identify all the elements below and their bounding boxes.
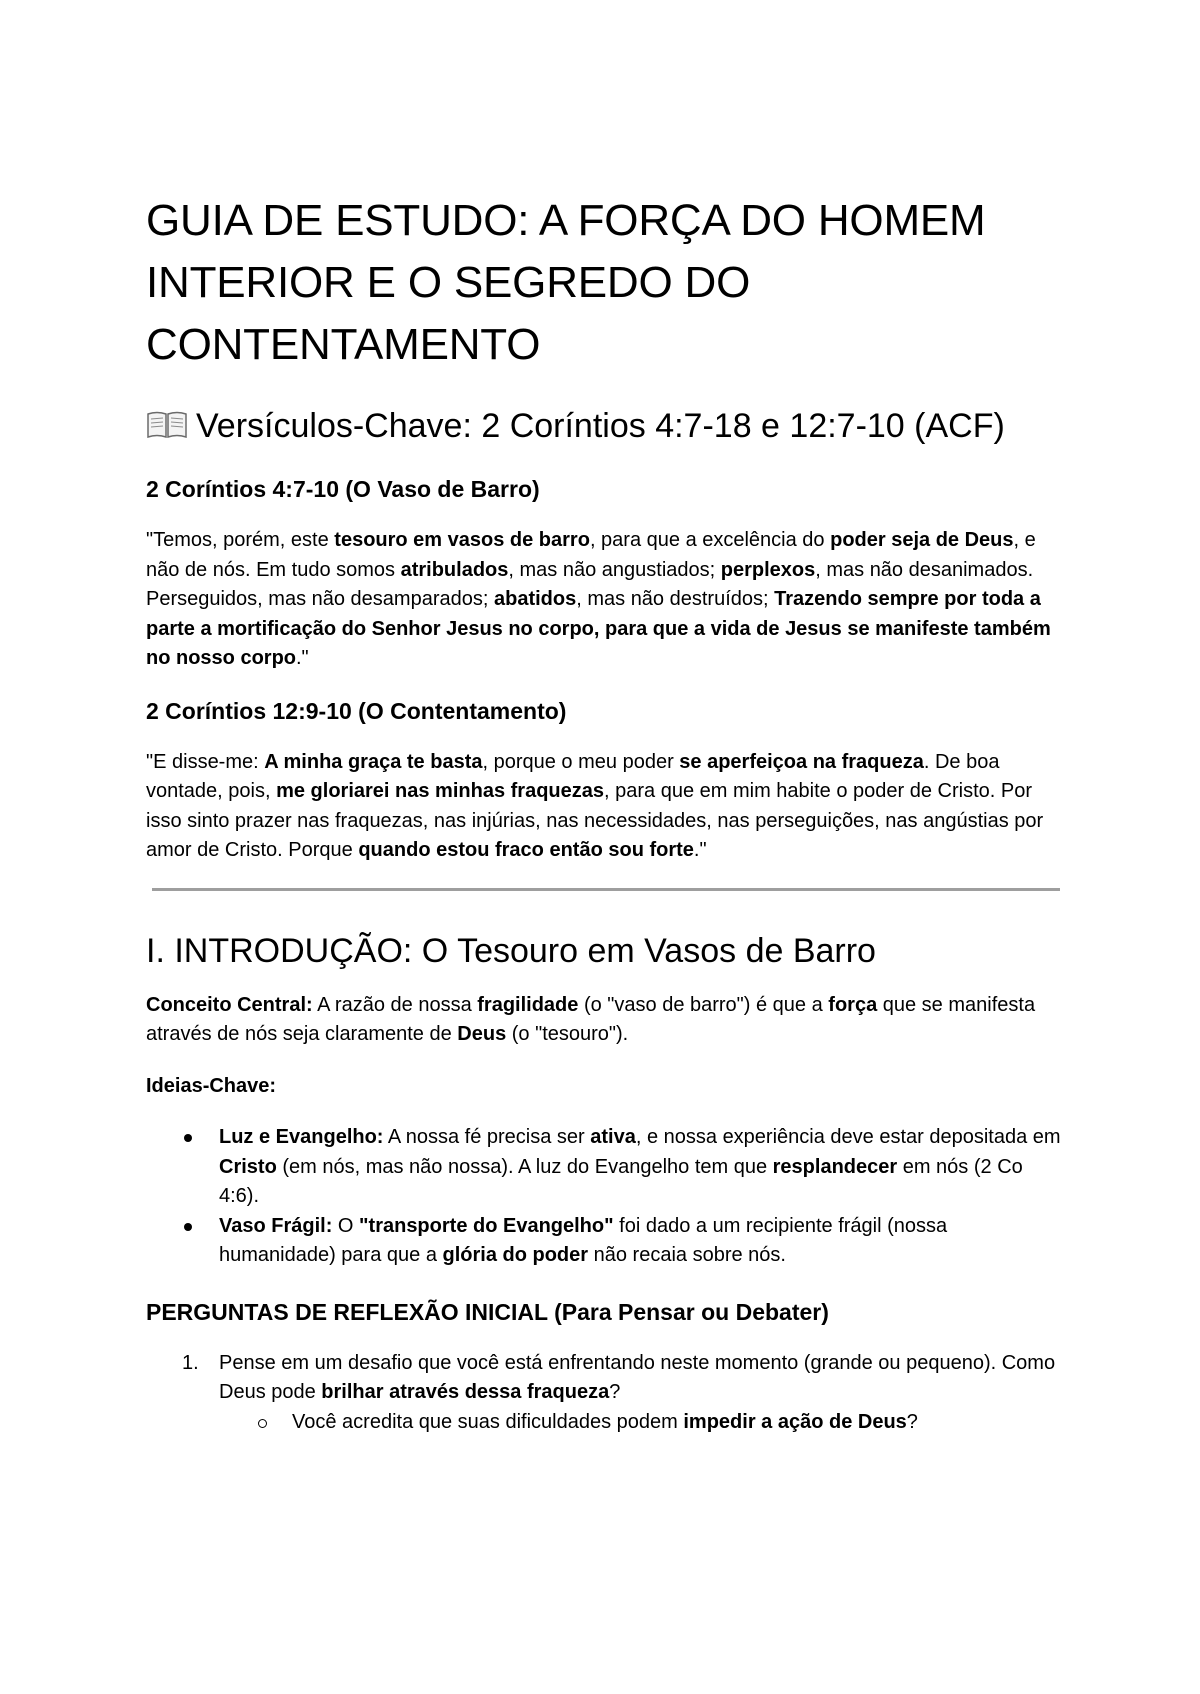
sub-question-item: Você acredita que suas dificuldades podem impedir a ação de Deus? xyxy=(146,1408,1066,1438)
passage1-text: "Temos, porém, este tesouro em vasos de barro, para que a excelência do poder seja de Deus, e não de nós. Em tudo somos atribulados, mas não angustiados; perplexos, mas não desanimados. Perseguidos, mas não desamparados; abatidos, mas não destruídos; Trazendo sempre por toda a parte a mortificação do Senhor Jesus no corpo, para que a vida de Jesus se manifeste também no nosso corpo." xyxy=(146,529,1051,669)
passage2-text: "E disse-me: A minha graça te basta, porque o meu poder se aperfeiçoa na fraqueza. De boa vontade, pois, me gloriarei nas minhas fraquezas, para que em mim habite o poder de Cristo. Por isso sinto prazer nas fraquezas, nas injúrias, nas necessidades, nas perseguições, nas angústias por amor de Cristo. Porque quando estou fraco então sou forte." xyxy=(146,750,1044,861)
page-title: GUIA DE ESTUDO: A FORÇA DO HOMEM INTERIOR E O SEGREDO DO CONTENTAMENTO xyxy=(146,196,986,369)
key-ideas-label: Ideias-Chave: xyxy=(146,1074,277,1097)
hollow-bullet-icon xyxy=(258,1419,267,1428)
section1-heading: I. INTRODUÇÃO: O Tesouro em Vasos de Barro xyxy=(146,931,876,970)
list-item: Luz e Evangelho: A nossa fé precisa ser ativa, e nossa experiência deve estar depositada em Cristo (em nós, mas não nossa). A luz do Evangelho tem que resplandecer em nós (2 Co 4:6). xyxy=(146,1123,1066,1212)
question-subitems xyxy=(146,1408,1066,1438)
bullet-icon xyxy=(184,1134,192,1142)
question-item: 1. Pense em um desafio que você está enfrentando neste momento (grande ou pequeno). Como Deus pode brilhar através dessa fraqueza? xyxy=(182,1351,1056,1403)
key-verses-heading-text: Versículos-Chave: 2 Coríntios 4:7-18 e 12:7-10 (ACF) xyxy=(196,407,1005,445)
section-divider xyxy=(152,888,1060,891)
questions-heading: PERGUNTAS DE REFLEXÃO INICIAL (Para Pensar ou Debater) xyxy=(146,1298,829,1325)
list-item: Vaso Frágil: O "transporte do Evangelho" foi dado a um recipiente frágil (nossa humanidade) para que a glória do poder não recaia sobre nós. xyxy=(146,1212,1066,1271)
questions-list xyxy=(146,1349,1066,1408)
key-verses-heading xyxy=(146,404,1066,448)
passage1-heading: 2 Coríntios 4:7-10 (O Vaso de Barro) xyxy=(146,476,540,502)
bullet-icon xyxy=(184,1223,192,1231)
open-book-icon xyxy=(146,410,188,440)
central-concept: Conceito Central: A razão de nossa fragilidade (o "vaso de barro") é que a força que se manifesta através de nós seja claramente de Deus (o "tesouro"). xyxy=(146,993,1036,1045)
key-ideas-list xyxy=(146,1123,1066,1271)
document-page xyxy=(146,190,1066,1437)
passage2-heading: 2 Coríntios 12:9-10 (O Contentamento) xyxy=(146,697,567,724)
